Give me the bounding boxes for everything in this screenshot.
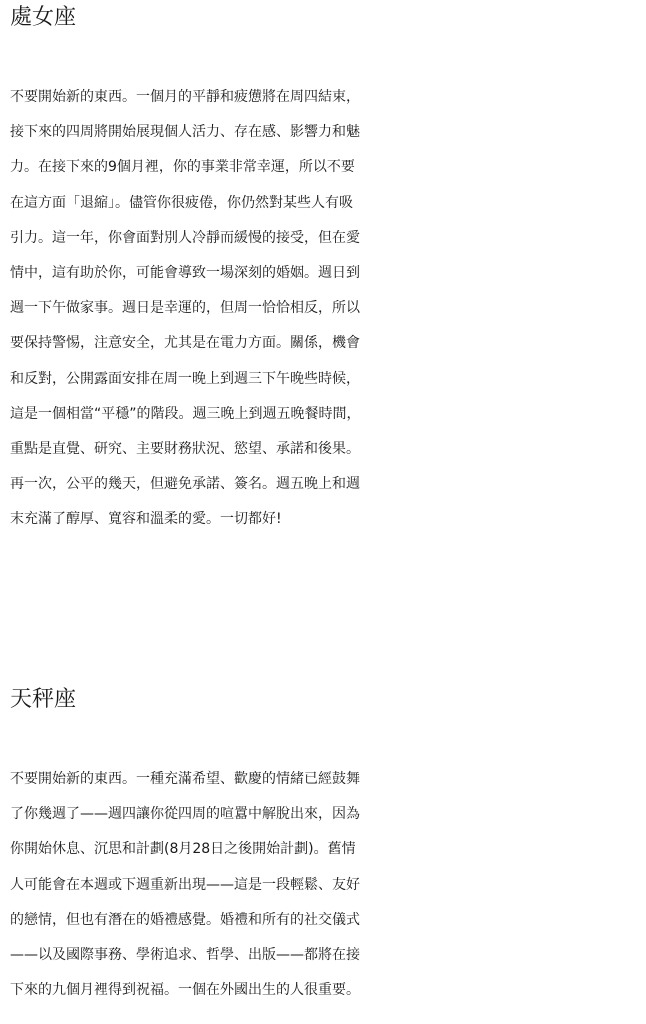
text-line: 和反對，公開露面安排在周一晚上到週三下午晚些時候， [10,370,360,387]
horoscope-paragraph-libra [10,762,640,1008]
text-line: 的戀情，但也有潛在的婚禮感覺。婚禮和所有的社交儀式 [10,911,360,928]
text-line: 不要開始新的東西。一種充滿希望、歡慶的情緒已經鼓舞 [10,771,360,787]
text-line: 再一次，公平的幾天，但避免承諾、簽名。週五晚上和週 [10,476,360,493]
text-line: 接下來的四周將開始展現個人活力、存在感、影響力和魅 [10,124,360,141]
text-line: ——以及國際事務、學術追求、哲學、出版——都將在接 [10,947,360,964]
text-line: 你開始休息、沉思和計劃(8月28日之後開始計劃)。舊情 [10,841,356,858]
text-line: 下來的九個月裡得到祝福。一個在外國出生的人很重要。 [10,982,360,999]
horoscope-paragraph-virgo [10,80,640,538]
text-line: 重點是直覺、研究、主要財務狀況、慾望、承諾和後果。 [10,441,360,458]
sign-title-libra: 天秤座 [10,687,77,712]
text-line: 這是一個相當“平穩”的階段。週三晚上到週五晚餐時間， [10,405,361,422]
text-line: 引力。這一年，你會面對別人冷靜而緩慢的接受，但在愛 [10,229,360,246]
text-line: 力。在接下來的9個月裡，你的事業非常幸運，所以不要 [10,159,355,176]
text-line: 不要開始新的東西。一個月的平靜和疲憊將在周四結束， [10,89,360,105]
sign-title-virgo: 處女座 [10,5,77,30]
text-line: 情中，這有助於你，可能會導致一場深刻的婚姻。週日到 [10,265,360,282]
text-line: 要保持警惕，注意安全，尤其是在電力方面。關係，機會 [10,335,360,352]
text-line: 在這方面「退縮」。儘管你很疲倦，你仍然對某些人有吸 [10,194,353,211]
text-line: 末充滿了醇厚、寬容和溫柔的愛。一切都好! [10,511,282,528]
text-line: 週一下午做家事。週日是幸運的，但周一恰恰相反，所以 [10,300,360,317]
text-line: 人可能會在本週或下週重新出現——這是一段輕鬆、友好 [10,876,360,893]
text-line: 了你幾週了——週四讓你從四周的喧囂中解脫出來，因為 [10,806,360,823]
